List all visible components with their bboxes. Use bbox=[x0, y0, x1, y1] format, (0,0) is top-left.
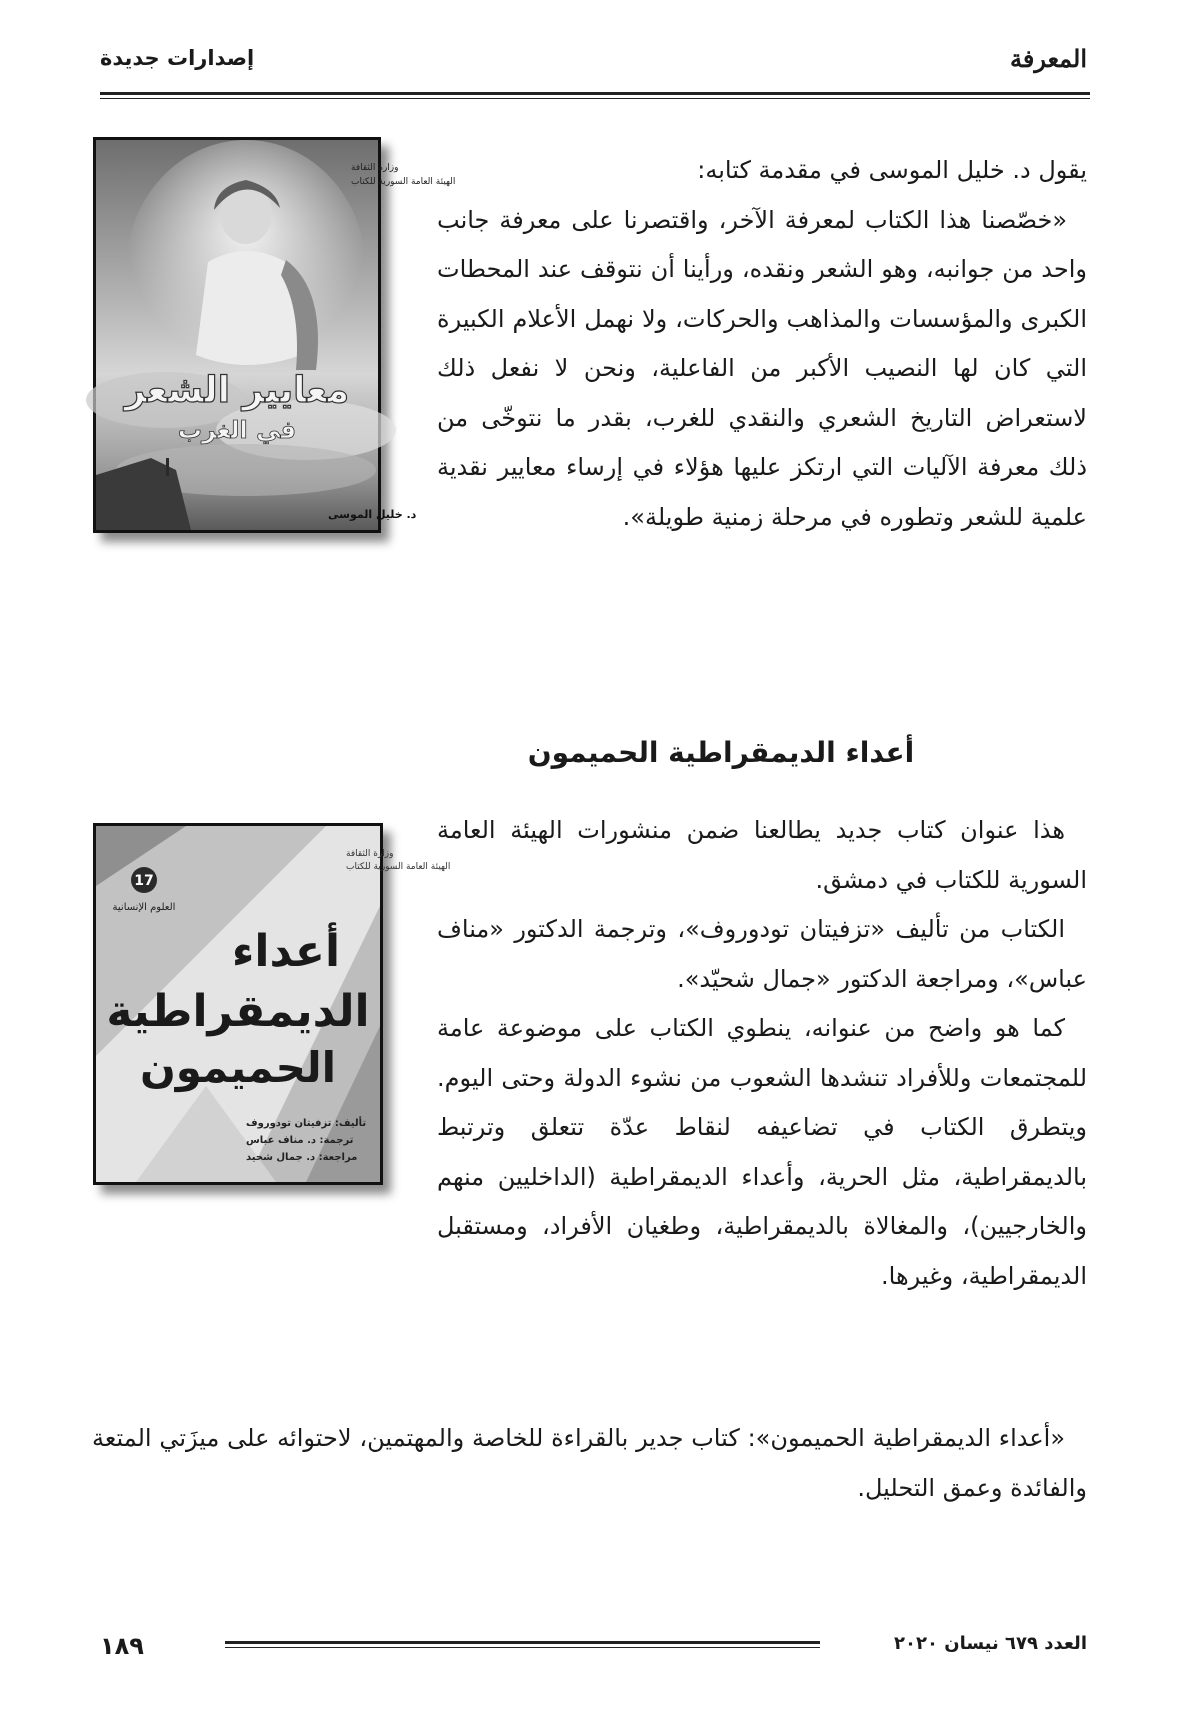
cover1-publisher-line2: الهيئة العامة السورية للكتاب bbox=[351, 177, 456, 187]
header-rule bbox=[100, 92, 1090, 102]
magazine-logo: المعرفة bbox=[1009, 44, 1087, 73]
cover2-title-line3: الحميمون bbox=[139, 1043, 337, 1092]
cover2-publisher-line2: الهيئة العامة السورية للكتاب bbox=[346, 862, 451, 872]
cover1-title-line1: معايير الشعر bbox=[124, 370, 350, 411]
book2-heading bbox=[0, 736, 1182, 769]
book2-closing bbox=[92, 1414, 1087, 1513]
book-cover-intimate-enemies bbox=[93, 823, 451, 1185]
book2-description bbox=[437, 806, 1087, 1301]
book2-paragraph-3: كما هو واضح من عنوانه، ينطوي الكتاب على موضوعة عامة للمجتمعات وللأفراد تنشدها الشعوب من نشوء الدولة وحتى اليوم. ويتطرق الكتاب في تضاعيفه لنقاط عدّة تتعلق وترتبط بالديمقراطية، مثل الحرية، وأعداء الديمقراطية (الداخليين منهم والخارجيين)، والمغالاة بالديمقراطية، وطغيان الأفراد، ومستقبل الديمقراطية، وغيرها. bbox=[437, 1014, 1087, 1290]
cover1-title-line2: في الغرب bbox=[177, 416, 297, 444]
book2-paragraph-2: الكتاب من تأليف «تزفيتان تودوروف»، وترجمة الدكتور «مناف عباس»، ومراجعة الدكتور «جمال شحيّد». bbox=[437, 915, 1087, 993]
cover2-series-name: العلوم الإنسانية bbox=[112, 902, 176, 913]
footer-rule bbox=[225, 1641, 820, 1648]
book2-heading-text: أعداء الديمقراطية الحميمون bbox=[527, 736, 915, 769]
book1-quote: «خصّصنا هذا الكتاب لمعرفة الآخر، واقتصرنا على معرفة جانب واحد من جوانبه، وهو الشعر ونقده، ورأينا أن نتوقف عند المحطات الكبرى والمؤسسات والمذاهب والحركات، ولا نهمل الأعلام الكبيرة التي كان لها النصيب الأكبر من الفاعلية، ونحن لا نفعل ذلك لاستعراض التاريخ الشعري والنقدي للغرب، بقدر ما نتوخّى من ذلك معرفة الآليات التي ارتكز عليها هؤلاء في إرساء معايير نقدية علمية للشعر وتطوره في مرحلة زمنية طويلة». bbox=[437, 205, 1087, 531]
page-number: ١٨٩ bbox=[100, 1632, 144, 1660]
book1-intro: يقول د. خليل الموسى في مقدمة كتابه: bbox=[697, 156, 1087, 184]
cover2-title-line2: الديمقراطية bbox=[106, 986, 370, 1037]
cover2-title-line1: أعداء bbox=[231, 926, 341, 977]
book-cover-poetry-standards bbox=[93, 137, 456, 533]
book2-paragraph-1: هذا عنوان كتاب جديد يطالعنا ضمن منشورات الهيئة العامة السورية للكتاب في دمشق. bbox=[437, 816, 1087, 894]
issue-info: العدد ٦٧٩ نيسان ٢٠٢٠ bbox=[894, 1633, 1087, 1654]
book2-closing-text: «أعداء الديمقراطية الحميمون»: كتاب جدير بالقراءة للخاصة والمهتمين، لاحتوائه على ميزَتي المتعة والفائدة وعمق التحليل. bbox=[92, 1424, 1087, 1502]
book1-description bbox=[437, 146, 1087, 542]
cover2-series-number: 17 bbox=[134, 873, 154, 889]
cover1-author: د. خليل الموسى bbox=[328, 508, 417, 521]
cover2-credit-translator: ترجمة: د. مناف عباس bbox=[246, 1135, 354, 1146]
cover2-credit-author: تأليف: تزفيتان تودوروف bbox=[246, 1118, 367, 1129]
cover1-publisher-line1: وزارة الثقافة bbox=[351, 163, 399, 173]
cover2-credit-reviewer: مراجعة: د. جمال شحيد bbox=[246, 1152, 358, 1163]
section-title-header: إصدارات جديدة bbox=[100, 46, 255, 70]
cover2-publisher-line1: وزارة الثقافة bbox=[346, 849, 394, 859]
